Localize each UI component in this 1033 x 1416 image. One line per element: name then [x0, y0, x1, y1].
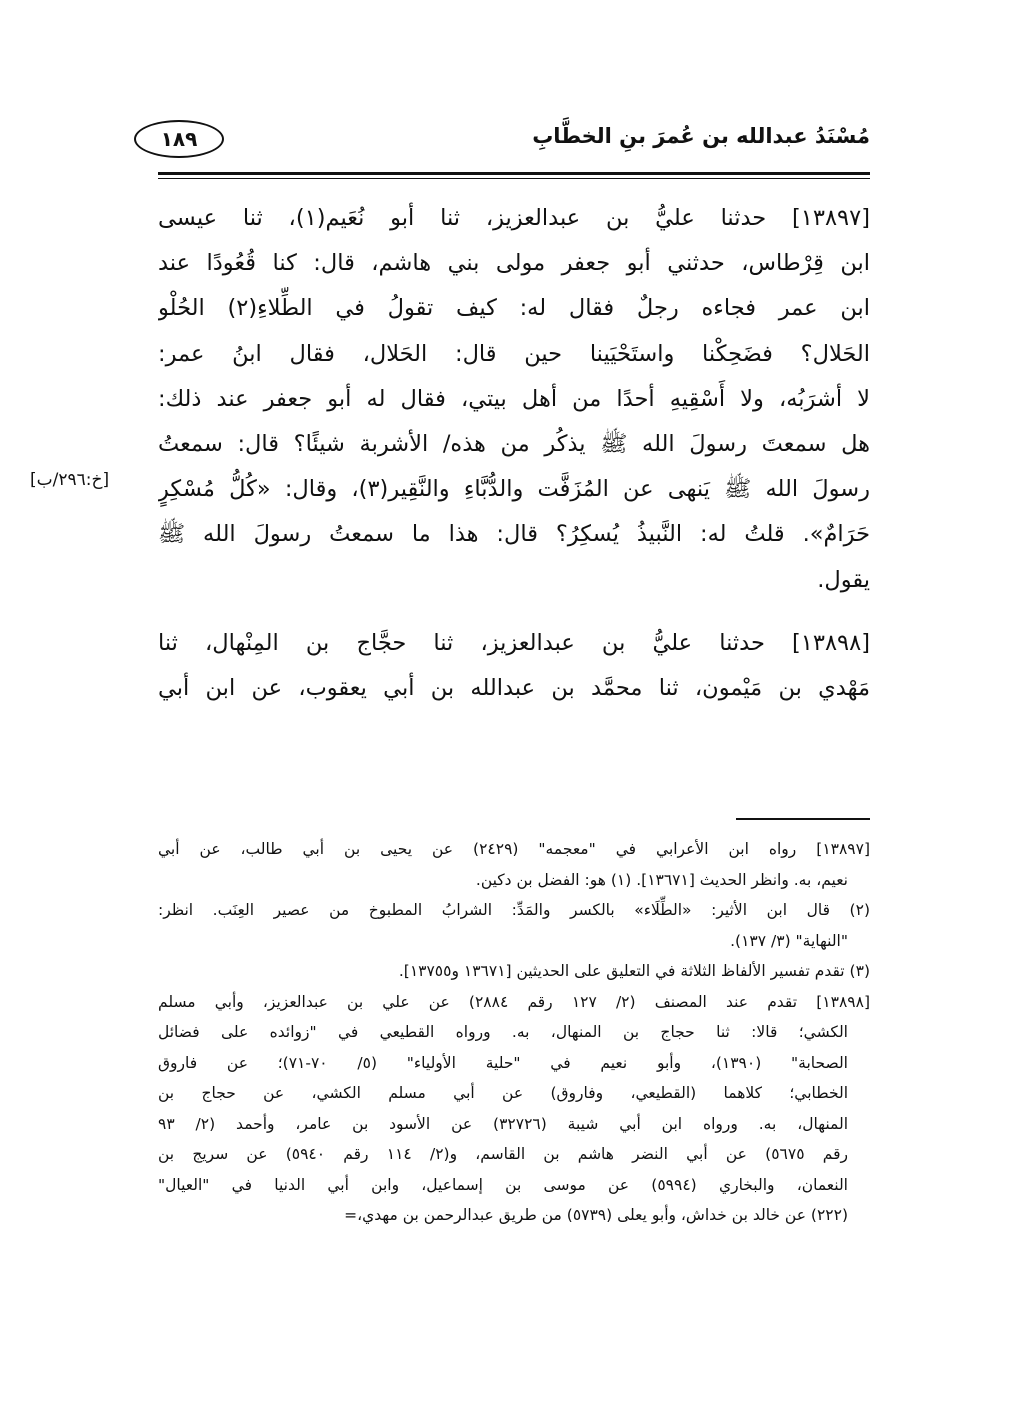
hadith-13897	[158, 196, 870, 603]
running-title: مُسْنَدُ عبدالله بن عُمرَ بنِ الخطَّابِ	[532, 124, 870, 148]
header-rule-thin	[158, 178, 870, 179]
footnote-line: الخطابي؛ كلاهما (القطيعي، وفاروق) عن أبي مسلم الكشي، عن حجاج بن	[158, 1084, 848, 1102]
footnote-line: المنهال، به. ورواه ابن أبي شيبة (٣٢٧٢٦) عن الأسود بن عامر، وأحمد (٢/ ٩٣	[158, 1114, 848, 1133]
page-header	[158, 118, 870, 174]
footnote-line: نعيم، به. وانظر الحديث [١٣٦٧١]. (١) هو: الفضل بن دكين.	[475, 870, 848, 889]
text-line: مَهْدي بن مَيْمون، ثنا محمَّد بن عبدالله بن أبي يعقوب، عن ابن أبي	[158, 675, 870, 702]
text-line: رسولَ الله ﷺ يَنهى عن المُزَفَّت والدُّبَّاءِ والنَّقِير(٣)، وقال: «كُلُّ مُسْكِرٍ	[158, 476, 870, 503]
page-number: ١٨٩	[134, 120, 224, 158]
footnote-line: "النهاية" (٣/ ١٣٧).	[730, 931, 848, 950]
text-line: حَرَامٌ». قلتُ له: النَّبيذُ يُسكِرُ؟ قال: هذا ما سمعتُ رسولَ الله ﷺ	[158, 521, 870, 548]
text-line: يقول.	[817, 566, 870, 593]
footnote-separator	[736, 818, 870, 820]
footnote-line: (٣) تقدم تفسير الألفاظ الثلاثة في التعليق على الحديثين [١٣٦٧١ و١٣٧٥٥].	[398, 962, 870, 980]
footnote-line: [١٣٨٩٨] تقدم عند المصنف (٢/ ١٢٧ رقم ٢٨٨٤) عن علي بن عبدالعزيز، وأبي مسلم	[158, 992, 870, 1011]
hadith-13898	[158, 621, 870, 711]
header-rule-thick	[158, 172, 870, 175]
text-line: الحَلال؟ فضَحِكْنا واستَحْيَينا حين قال: الحَلال، فقال ابنُ عمر:	[158, 340, 870, 367]
text-line: ابن عمر فجاءه رجلٌ فقال له: كيف تقولُ في الطِّلاءِ(٢) الحُلْو	[158, 295, 870, 322]
text-line: هل سمعتَ رسولَ الله ﷺ يذكُر من هذه/ الأشربة شيئًا؟ قال: سمعتُ	[158, 431, 870, 458]
manuscript-folio-note: [خ:٢٩٦/ب]	[30, 470, 110, 490]
text-line: لا أشرَبُه، ولا أَسْقِيهِ أحدًا من أهل بيتي، فقال له أبو جعفر عند ذلك:	[158, 385, 870, 412]
footnotes	[158, 834, 870, 1231]
footnote-line: الكشي؛ قالا: ثنا حجاج بن المنهال، به. ورواه القطيعي في "زوائده على فضائل	[158, 1023, 848, 1041]
footnote-line: (٢) قال ابن الأثير: «الطِّلَاء» بالكسر والمَدِّ: الشرابُ المطبوخ من عصير العِنَب. انظر:	[158, 901, 870, 919]
footnote-line: رقم ٥٦٧٥) عن أبي النضر هاشم بن القاسم، و(٢/ ١١٤ رقم ٥٩٤٠) عن سريج بن	[158, 1145, 848, 1163]
footnote-line: [١٣٨٩٧] رواه ابن الأعرابي في "معجمه" (٢٤٢٩) عن يحيى بن أبي طالب، عن أبي	[158, 840, 870, 858]
text-line: ابن قِرْطاس، حدثني أبو جعفر مولى بني هاشم، قال: كنا قُعُودًا عند	[158, 250, 870, 277]
text-line: [١٣٨٩٧] حدثنا عليُّ بن عبدالعزيز، ثنا أبو نُعَيم(١)، ثنا عيسى	[158, 205, 870, 231]
footnote-line: النعمان، والبخاري (٥٩٩٤) عن موسى بن إسماعيل، وابن أبي الدنيا في "العيال"	[158, 1175, 848, 1194]
text-line: [١٣٨٩٨] حدثنا عليُّ بن عبدالعزيز، ثنا حجَّاج بن المِنْهال، ثنا	[158, 629, 870, 656]
main-text	[158, 196, 870, 711]
footnote-line: الصحابة" (١٣٩٠)، وأبو نعيم في "حلية الأولياء" (٥/ ٧٠-٧١)؛ عن فاروق	[158, 1053, 848, 1072]
footnote-line: (٢٢٢) عن خالد بن خداش، وأبو يعلى (٥٧٣٩) من طريق عبدالرحمن بن مهدي،=	[344, 1206, 848, 1224]
